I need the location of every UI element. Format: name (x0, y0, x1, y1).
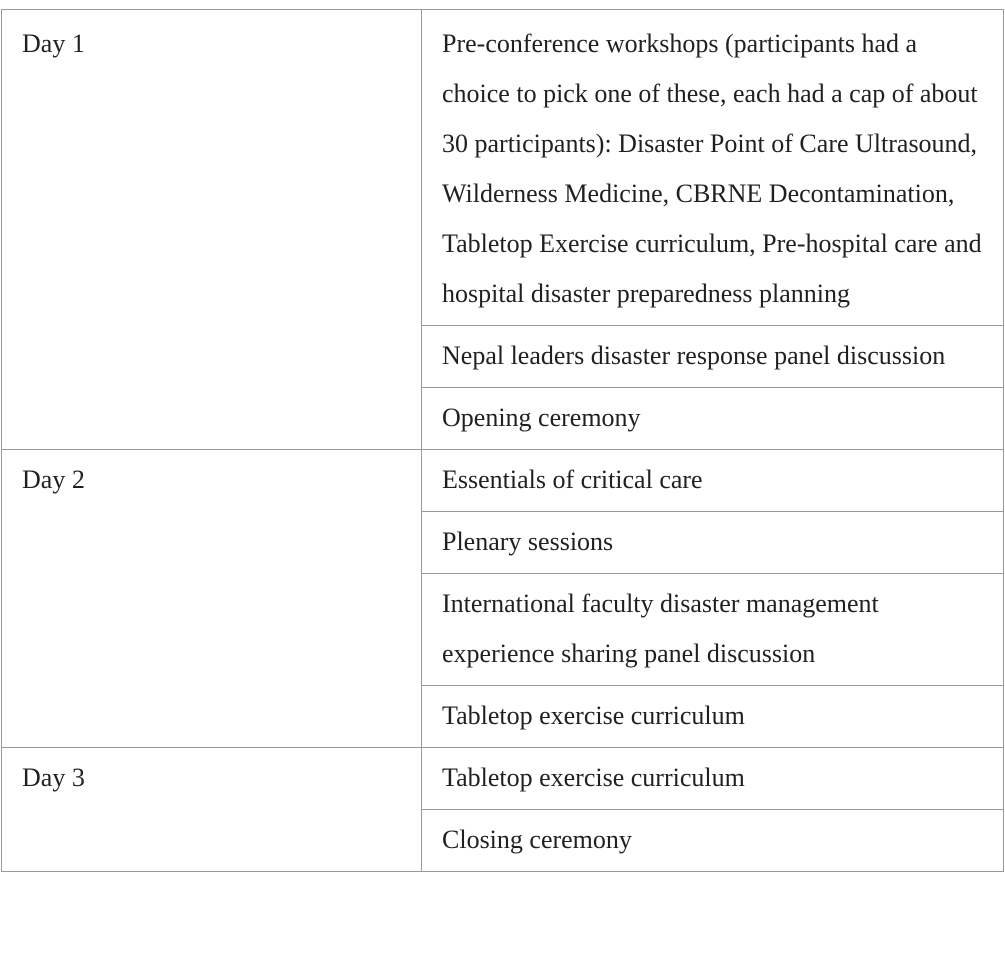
day-label: Day 3 (2, 748, 422, 872)
schedule-item: Opening ceremony (422, 388, 1004, 450)
schedule-item: Tabletop exercise curriculum (422, 686, 1004, 748)
schedule-item: Nepal leaders disaster response panel discussion (422, 326, 1004, 388)
schedule-table (1, 9, 1004, 872)
day-label: Day 2 (2, 450, 422, 748)
schedule-item: Essentials of critical care (422, 450, 1004, 512)
schedule-item: Tabletop exercise curriculum (422, 748, 1004, 810)
table-row (2, 10, 1004, 326)
schedule-item: Pre-conference workshops (participants had a choice to pick one of these, each had a cap of about 30 participants): Disaster Point of Care Ultrasound, Wilderness Medicine, CBRNE Decontamination, Tabletop Exercise curriculum, Pre-hospital care and hospital disaster preparedness planning (422, 10, 1004, 326)
day-label: Day 1 (2, 10, 422, 450)
schedule-item: International faculty disaster management experience sharing panel discussion (422, 574, 1004, 686)
schedule-item: Plenary sessions (422, 512, 1004, 574)
schedule-item: Closing ceremony (422, 810, 1004, 872)
table-row (2, 450, 1004, 512)
table-row (2, 748, 1004, 810)
